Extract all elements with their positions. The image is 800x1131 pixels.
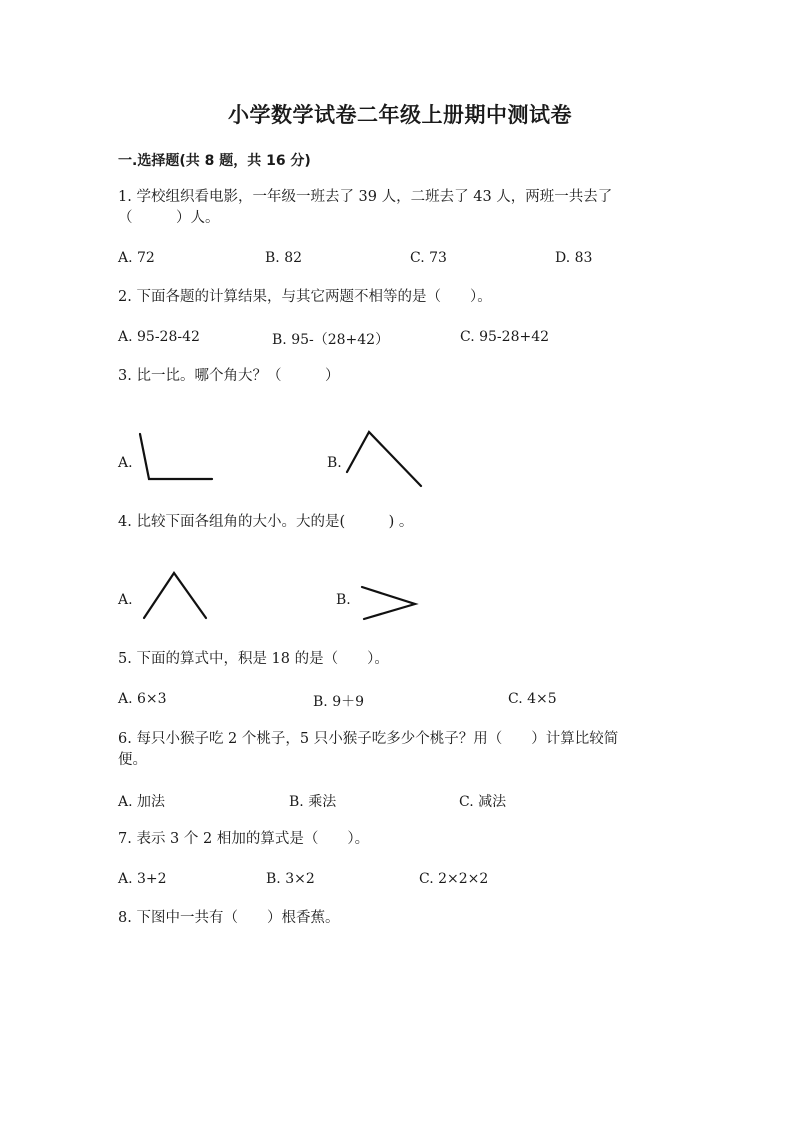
- question-6-option-c: C. 减法: [459, 794, 507, 810]
- question-3-angle-a: [136, 430, 216, 482]
- question-1-option-a: A. 72: [118, 250, 155, 266]
- question-4-angle-a: [140, 570, 212, 622]
- question-1-line-1: 1. 学校组织看电影，一年级一班去了 39 人，二班去了 43 人，两班一共去了: [118, 189, 613, 205]
- question-4-angle-b: [358, 583, 422, 625]
- page-title: 小学数学试卷二年级上册期中测试卷: [228, 103, 572, 127]
- question-7-option-b: B. 3×2: [266, 871, 315, 887]
- question-7-option-c: C. 2×2×2: [419, 871, 489, 887]
- question-1-option-c: C. 73: [410, 250, 447, 266]
- question-5-option-c: C. 4×5: [508, 691, 557, 707]
- question-4-line-1: 4. 比较下面各组角的大小。大的是( ) 。: [118, 514, 414, 530]
- question-7-option-a: A. 3+2: [118, 871, 167, 887]
- question-4-figure-label-a: A.: [118, 592, 133, 608]
- question-4-figure-label-b: B.: [336, 592, 351, 608]
- question-2-option-b: B. 95-（28+42）: [272, 332, 390, 348]
- section-heading: 一.选择题(共 8 题，共 16 分): [118, 153, 311, 169]
- question-5-line-1: 5. 下面的算式中，积是 18 的是（ ）。: [118, 651, 389, 667]
- question-2-option-a: A. 95-28-42: [118, 329, 200, 345]
- question-7-line-1: 7. 表示 3 个 2 相加的算式是（ ）。: [118, 831, 370, 847]
- question-5-option-a: A. 6×3: [118, 691, 167, 707]
- question-1-option-b: B. 82: [265, 250, 303, 266]
- question-6-option-a: A. 加法: [118, 794, 166, 810]
- question-2-line-1: 2. 下面各题的计算结果，与其它两题不相等的是（ ）。: [118, 289, 492, 305]
- question-8-line-1: 8. 下图中一共有（ ）根香蕉。: [118, 910, 340, 926]
- question-1-option-d: D. 83: [555, 250, 593, 266]
- question-2-option-c: C. 95-28+42: [460, 329, 550, 345]
- question-3-figure-label-b: B.: [327, 455, 342, 471]
- question-3-figure-label-a: A.: [118, 455, 133, 471]
- question-1-line-2: （ ）人。: [118, 210, 220, 226]
- question-6-line-2: 便。: [118, 752, 147, 768]
- question-5-option-b: B. 9＋9: [313, 694, 365, 710]
- question-6-line-1: 6. 每只小猴子吃 2 个桃子，5 只小猴子吃多少个桃子？用（ ）计算比较简: [118, 731, 619, 747]
- question-3-line-1: 3. 比一比。哪个角大？（ ）: [118, 368, 340, 384]
- question-6-option-b: B. 乘法: [289, 794, 337, 810]
- question-3-angle-b: [344, 428, 426, 490]
